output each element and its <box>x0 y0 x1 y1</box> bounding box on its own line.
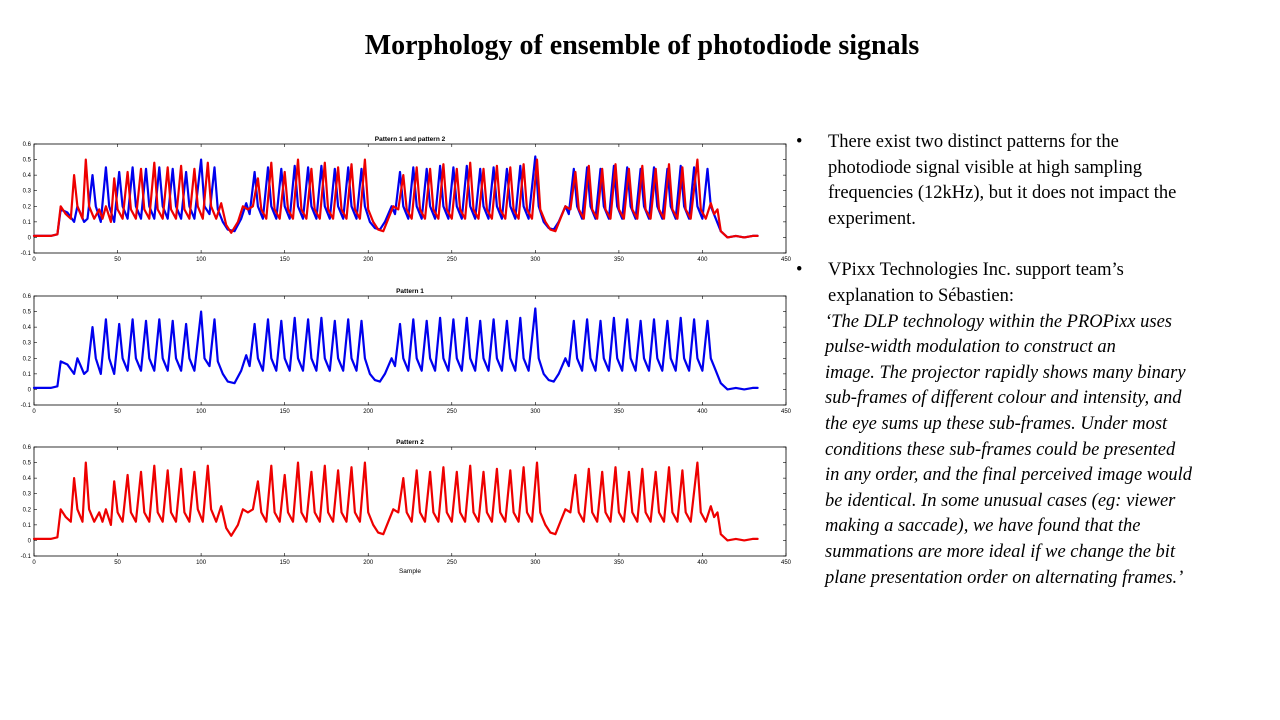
quote-line: making a saccade), we have found that the <box>825 516 1141 537</box>
y-tick-label: 0.6 <box>22 294 31 300</box>
y-tick-label: 0.2 <box>22 204 31 211</box>
bullet-item-2 <box>796 258 1266 309</box>
y-tick-label: 0.4 <box>22 173 31 180</box>
quote-line: image. The projector rapidly shows many binary <box>825 362 1186 383</box>
bullet-2-line: explanation to Sébastien: <box>828 285 1014 306</box>
x-axis-label: Sample <box>398 568 422 575</box>
x-tick-label: 50 <box>114 560 121 566</box>
x-tick-label: 300 <box>530 257 541 263</box>
y-tick-label: 0.4 <box>22 476 31 483</box>
y-tick-label: -0.1 <box>20 251 31 257</box>
x-tick-label: 200 <box>363 257 374 263</box>
x-tick-label: 200 <box>363 409 374 415</box>
y-tick-label: 0 <box>27 387 31 394</box>
y-tick-label: 0.3 <box>22 188 31 195</box>
chart-panel-3 <box>21 439 792 575</box>
x-tick-label: 150 <box>279 257 290 263</box>
x-tick-label: 400 <box>697 257 708 263</box>
bullet-text-2 <box>828 258 1266 309</box>
y-tick-label: -0.1 <box>20 403 31 409</box>
chart-panel-1 <box>21 136 792 263</box>
quote-line: in any order, and the final perceived image would <box>825 465 1193 486</box>
y-tick-label: 0.5 <box>22 157 31 164</box>
x-tick-label: 50 <box>114 257 121 263</box>
x-tick-label: 300 <box>530 409 541 415</box>
x-tick-label: 0 <box>32 409 36 415</box>
x-tick-label: 450 <box>780 560 792 566</box>
x-tick-label: 300 <box>530 560 541 566</box>
plot-frame <box>34 447 786 556</box>
x-tick-label: 400 <box>697 560 708 566</box>
x-tick-label: 350 <box>613 409 624 415</box>
x-tick-label: 250 <box>446 257 457 263</box>
y-tick-label: 0.5 <box>22 460 31 467</box>
x-tick-label: 350 <box>613 560 624 566</box>
y-tick-label: 0.1 <box>22 371 31 378</box>
bullet-text-1 <box>828 130 1266 232</box>
quote-line: be identical. In some unusual cases (eg: viewer <box>825 490 1176 511</box>
y-tick-label: 0 <box>27 538 31 545</box>
charts-area <box>0 126 800 586</box>
x-tick-label: 150 <box>279 409 290 415</box>
bullet-marker: • <box>796 260 803 281</box>
bullet-1-line: frequencies (12kHz), but it does not impact the <box>828 183 1177 204</box>
x-tick-label: 250 <box>446 560 457 566</box>
x-tick-label: 150 <box>279 560 290 566</box>
x-tick-label: 450 <box>780 409 792 415</box>
y-tick-label: 0.5 <box>22 309 31 316</box>
y-tick-label: 0.2 <box>22 507 31 514</box>
x-tick-label: 350 <box>613 257 624 263</box>
quote-block <box>796 310 1266 592</box>
y-tick-label: 0 <box>27 235 31 242</box>
y-tick-label: -0.1 <box>20 554 31 560</box>
chart-title: Pattern 1 and pattern 2 <box>374 136 446 143</box>
quote-line: pulse-width modulation to construct an <box>825 337 1116 358</box>
quote-line: summations are more ideal if we change the bit <box>825 541 1176 562</box>
notes-panel <box>796 130 1266 591</box>
x-tick-label: 0 <box>32 560 36 566</box>
bullet-2-line: VPixx Technologies Inc. support team’s <box>828 260 1124 281</box>
x-tick-label: 200 <box>363 560 374 566</box>
x-tick-label: 100 <box>196 409 207 415</box>
chart-panel-2 <box>21 288 792 415</box>
y-tick-label: 0.1 <box>22 522 31 529</box>
y-tick-label: 0.6 <box>22 142 31 148</box>
quote-line: conditions these sub-frames could be presented <box>825 439 1176 460</box>
quote-line: plane presentation order on alternating frames.’ <box>825 567 1184 588</box>
x-tick-label: 400 <box>697 409 708 415</box>
bullet-marker: • <box>796 132 803 152</box>
y-tick-label: 0.2 <box>22 356 31 363</box>
bullet-1-line: experiment. <box>828 208 916 229</box>
y-tick-label: 0.6 <box>22 445 31 451</box>
bullet-item-1 <box>796 130 1266 232</box>
chart-title: Pattern 1 <box>396 288 424 295</box>
quote-line: sub-frames of different colour and intensity, and <box>825 388 1182 409</box>
bullet-1-line: There exist two distinct patterns for the <box>828 132 1119 152</box>
x-tick-label: 100 <box>196 257 207 263</box>
quote-line: ‘The DLP technology within the PROPixx uses <box>825 311 1172 332</box>
slide-title: Morphology of ensemble of photodiode signals <box>364 30 920 61</box>
chart-title: Pattern 2 <box>396 439 424 446</box>
y-tick-label: 0.1 <box>22 219 31 226</box>
x-tick-label: 250 <box>446 409 457 415</box>
bullet-1-line: photodiode signal visible at high sampling <box>828 157 1142 178</box>
x-tick-label: 50 <box>114 409 121 415</box>
quote-line: the eye sums up these sub-frames. Under most <box>825 413 1168 434</box>
x-tick-label: 100 <box>196 560 207 566</box>
x-tick-label: 450 <box>780 257 792 263</box>
x-tick-label: 0 <box>32 257 36 263</box>
y-tick-label: 0.3 <box>22 340 31 347</box>
y-tick-label: 0.3 <box>22 491 31 498</box>
y-tick-label: 0.4 <box>22 325 31 332</box>
